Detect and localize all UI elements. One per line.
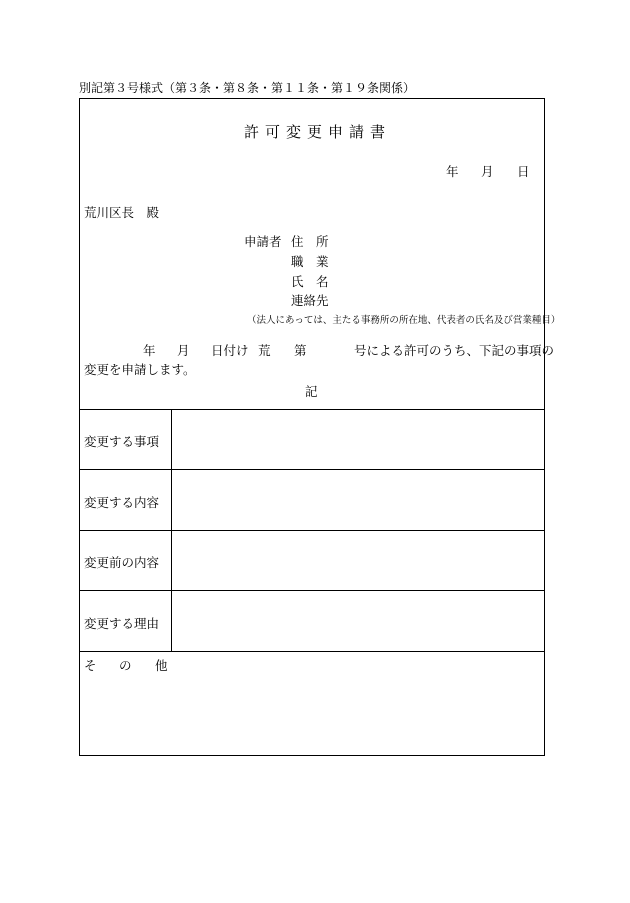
applicant-label: 申請者 bbox=[244, 234, 282, 249]
other-label-char-3: 他 bbox=[155, 658, 168, 673]
column-divider bbox=[171, 409, 172, 651]
row-label-previous-content: 変更前の内容 bbox=[84, 555, 160, 570]
row-divider bbox=[79, 530, 545, 531]
row-label-change-content: 変更する内容 bbox=[84, 495, 160, 510]
body-year-label: 年 bbox=[143, 343, 156, 358]
row-divider bbox=[79, 590, 545, 591]
form-frame bbox=[79, 98, 545, 756]
date-day-label: 日 bbox=[517, 164, 530, 179]
row-label-change-reason: 変更する理由 bbox=[84, 616, 160, 631]
date-month-label: 月 bbox=[481, 164, 494, 179]
ki-label: 記 bbox=[305, 384, 318, 399]
applicant-address-label: 住 所 bbox=[291, 234, 329, 249]
row-divider bbox=[79, 469, 545, 470]
applicant-name-label: 氏 名 bbox=[291, 274, 329, 289]
other-label-char-2: の bbox=[119, 658, 132, 673]
form-number-note: 別記第３号様式（第３条・第８条・第１１条・第１９条関係） bbox=[79, 81, 416, 95]
body-text-line2: 変更を申請します。 bbox=[84, 362, 196, 377]
row-label-change-item: 変更する事項 bbox=[84, 434, 160, 449]
corporation-note: （法人にあっては、主たる事務所の所在地、代表者の氏名及び営業種目） bbox=[247, 315, 561, 326]
document-title: 許可変更申請書 bbox=[244, 123, 392, 141]
applicant-contact-label: 連絡先 bbox=[291, 293, 329, 308]
other-label-char-1: そ bbox=[84, 658, 97, 673]
table-top-border bbox=[79, 409, 545, 410]
body-ara-label: 荒 bbox=[258, 343, 271, 358]
body-month-label: 月 bbox=[177, 343, 190, 358]
applicant-occupation-label: 職 業 bbox=[291, 254, 329, 269]
body-dated-label: 日付け bbox=[211, 343, 249, 358]
body-text-line1: 号による許可のうち、下記の事項の bbox=[354, 343, 555, 358]
body-dai-label: 第 bbox=[294, 343, 307, 358]
addressee: 荒川区長 殿 bbox=[84, 205, 160, 220]
row-divider bbox=[79, 651, 545, 652]
date-year-label: 年 bbox=[446, 164, 459, 179]
